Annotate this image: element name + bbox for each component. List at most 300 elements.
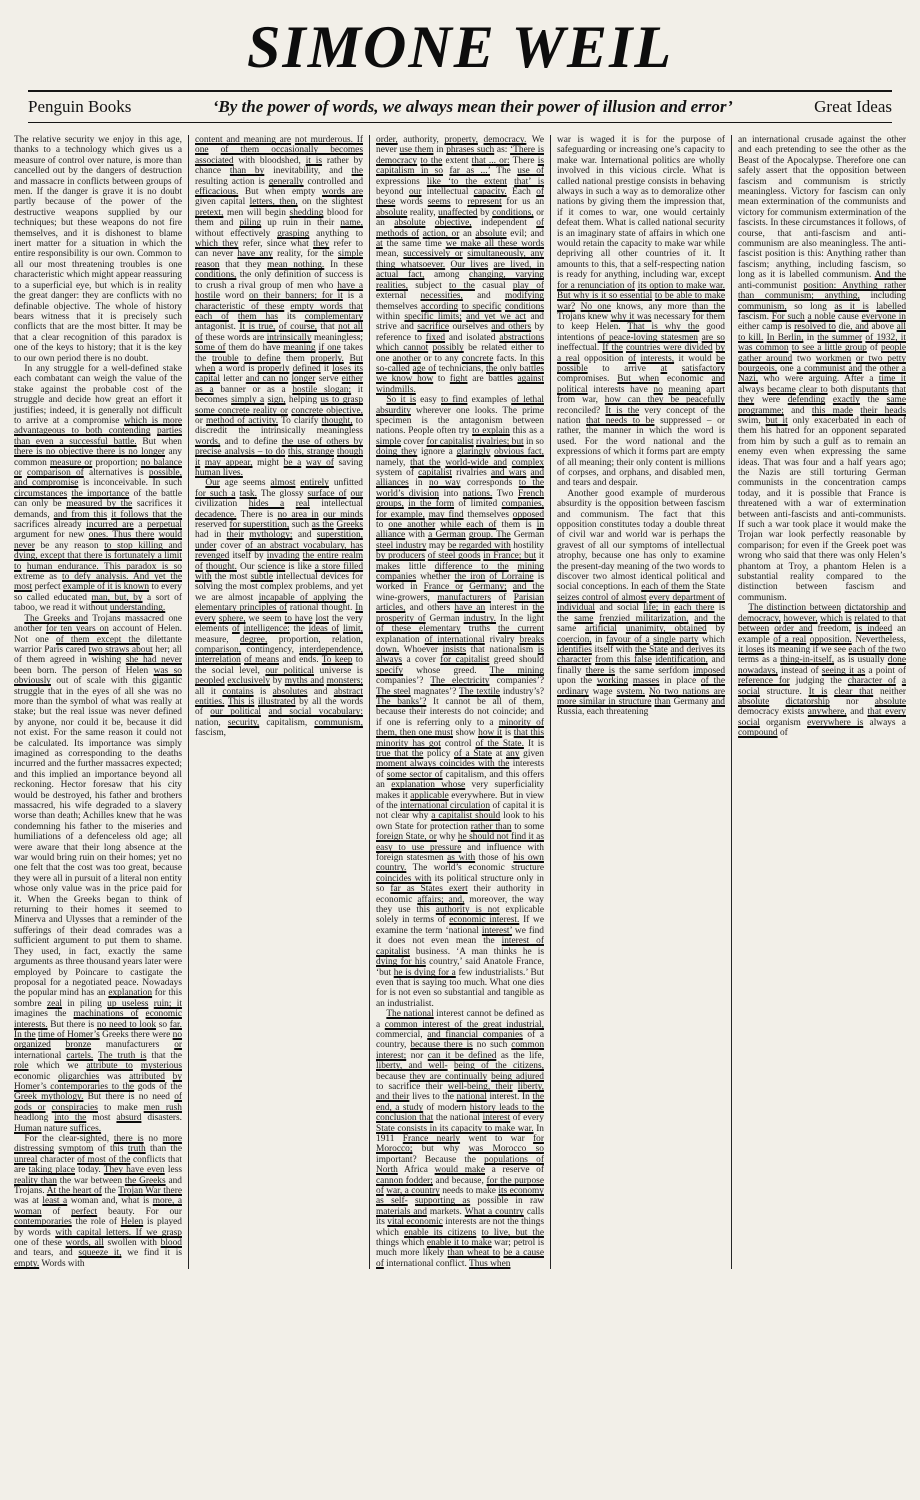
underlined-phrase: In Berlin, bbox=[766, 332, 804, 343]
underlined-phrase: against windmills. bbox=[376, 374, 544, 395]
underlined-phrase: myths and bbox=[284, 676, 324, 687]
underlined-phrase: life; in bbox=[643, 603, 670, 614]
underlined-phrase: name, bbox=[340, 218, 363, 229]
underlined-phrase: concrete bbox=[461, 353, 494, 364]
underlined-phrase: Greeks bbox=[336, 520, 364, 531]
underlined-phrase: seeing it as bbox=[821, 665, 866, 676]
underlined-phrase: enable it to make bbox=[426, 1238, 492, 1249]
underlined-phrase: It is true, bbox=[239, 322, 276, 333]
underlined-phrase: clear that bbox=[834, 686, 874, 697]
underlined-phrase: as with bbox=[447, 853, 476, 864]
underlined-phrase: people gather around bbox=[738, 343, 907, 364]
underlined-phrase: to the bbox=[449, 280, 475, 291]
underlined-phrase: political bbox=[557, 384, 588, 395]
underlined-phrase: doing they bbox=[376, 447, 418, 458]
underlined-phrase: dictatorship bbox=[785, 696, 830, 707]
underlined-phrase: for ten years on bbox=[45, 624, 109, 635]
underlined-phrase: our bbox=[408, 187, 422, 198]
underlined-phrase: may appear, bbox=[204, 457, 253, 468]
series-label: Great Ideas bbox=[814, 97, 892, 116]
underlined-phrase: interest’ bbox=[481, 925, 512, 936]
underlined-phrase: this, strange bbox=[288, 447, 334, 458]
underlined-phrase: more distressing bbox=[14, 1134, 183, 1155]
underlined-phrase: order, bbox=[376, 135, 398, 145]
underlined-phrase: capitalist bbox=[418, 468, 452, 478]
underlined-phrase: circumstances bbox=[14, 488, 68, 499]
underlined-phrase: and alliances bbox=[376, 468, 545, 489]
underlined-phrase: human endurance. This paradox is so bbox=[26, 561, 182, 572]
underlined-phrase: mean nothing. bbox=[267, 259, 325, 270]
underlined-phrase: real bbox=[295, 499, 310, 510]
underlined-phrase: of a real bbox=[773, 634, 807, 645]
underlined-phrase: for such a bbox=[195, 488, 236, 499]
underlined-phrase: The national bbox=[386, 1009, 434, 1020]
underlined-phrase: to specific bbox=[461, 301, 502, 312]
underlined-phrase: are so bbox=[701, 332, 725, 343]
underlined-phrase: of them occasionally becomes bbox=[220, 145, 363, 156]
underlined-phrase: of an abstract vocabulary, has bbox=[245, 540, 364, 551]
underlined-phrase: words, all bbox=[65, 1238, 104, 1249]
underlined-phrase: far as ...’ bbox=[449, 166, 490, 177]
underlined-phrase: a German bbox=[428, 530, 466, 541]
underlined-phrase: glaringly bbox=[456, 447, 491, 458]
underlined-phrase: perfect bbox=[71, 1206, 98, 1217]
page-title: SIMONE WEIL bbox=[246, 14, 674, 80]
underlined-phrase: hides a bbox=[248, 499, 285, 510]
underlined-phrase: imposed bbox=[693, 665, 726, 676]
underlined-phrase: workmen bbox=[815, 353, 852, 364]
underlined-phrase: the State bbox=[635, 644, 668, 655]
underlined-phrase: lost bbox=[315, 613, 330, 624]
underlined-phrase: everywhere is bbox=[807, 717, 864, 728]
underlined-phrase: that the bbox=[410, 457, 441, 468]
underlined-phrase: liberty, and their bbox=[376, 1081, 544, 1103]
underlined-phrase: the entire realm of bbox=[195, 551, 363, 572]
underlined-phrase: coincides with bbox=[376, 873, 432, 884]
underlined-phrase: that this minority has got bbox=[376, 728, 545, 749]
underlined-phrase: disputants bbox=[850, 384, 889, 395]
underlined-phrase: done nowadays, bbox=[738, 655, 906, 676]
underlined-phrase: example of it is known bbox=[63, 582, 150, 593]
underlined-phrase: authority is not bbox=[435, 905, 500, 916]
underlined-phrase: system. bbox=[616, 686, 645, 697]
underlined-phrase: associated bbox=[195, 155, 234, 166]
underlined-phrase: vital economic bbox=[387, 1217, 443, 1228]
underlined-phrase: working bbox=[596, 676, 629, 687]
paragraph: an international crusade against the other and each pretending to see the other as the Beast of the Apocalypse. Therefore one can safely assert that the opposition between fascism and communism is strictly meaningless. Victory for fascism can only mean extermination of the communists and victory for communism extermination of the fascists. In these circumstances it follows, of course, that anti-fascism and anti-communism are also meaningless. The anti-fascist position is this: Anything rather than fascism; anything, including fascism, so long as it is labelled communism. And the anti-communist position: Anything rather than communism; anything, including communism, so long as it is labelled fascism. For such a noble cause everyone in either camp is resolved to die, and above all to kill. In Berlin, in the summer of 1932, it was common to see a little group of people gather around two workmen or two petty bourgeois, one a communist and the other a Nazi, who were arguing. After a time it always became clear to both disputants that they were defending exactly the same programme; and this made their heads swim, but it only exacerbated in each of them his hatred for an opponent separated from him by such a gulf as to remain an enemy even when expressing the same ideas. That was four and a half years ago; the Nazis are still torturing German communists in the concentration camps today, and it is possible that France is threatened with a war of extermination between anti-fascists and anti-communists. If such a war took place it would make the Trojan war look perfectly reasonable by comparison; for even if the Greek poet was wrong who said that there was only Helen’s phantom at Troy, a phantom Helen is a substantial reality compared to the distinction between fascism and communism. bbox=[738, 135, 907, 603]
underlined-phrase: And the bbox=[874, 270, 906, 281]
underlined-phrase: we make all these words bbox=[445, 239, 544, 250]
paragraph: Another good example of murderous absurdity is the opposition between fascism and communism. The fact that this opposition constitutes today a double threat of civil war and world war is perhaps the gravest of all our symptoms of intellectual atrophy, because one has only to examine the present-day meaning of the two words to discover two almost identical political and social conceptions. In each of them the State seizes control of almost every department of individual and social life; in each there is the same frenzied militarization, and the same artificial unanimity, obtained by coercion, in favour of a single party which identifies itself with the State and derives its character from this false identification, and finally there is the same serfdom imposed upon the working masses in place of the ordinary wage system. No two nations are more similar in structure than Germany and Russia, each threatening bbox=[557, 488, 726, 718]
underlined-phrase: play of bbox=[512, 280, 545, 291]
underlined-phrase: men rush bbox=[143, 1102, 182, 1113]
underlined-phrase: security, bbox=[227, 717, 260, 728]
underlined-phrase: and bbox=[711, 374, 725, 385]
underlined-phrase: this made bbox=[811, 405, 853, 416]
underlined-phrase: suffices. bbox=[69, 1123, 102, 1134]
underlined-phrase: national bbox=[456, 1092, 487, 1103]
underlined-phrase: from this false bbox=[595, 655, 652, 666]
underlined-phrase: simultaneously, any thing whatsoever. bbox=[376, 249, 544, 270]
underlined-phrase: invading bbox=[266, 551, 300, 562]
underlined-phrase: on their banners; for it bbox=[248, 291, 343, 302]
underlined-phrase: while each of bbox=[440, 520, 497, 531]
underlined-phrase: age of bbox=[412, 363, 437, 374]
underlined-phrase: action, or bbox=[422, 228, 460, 239]
underlined-phrase: of a State bbox=[454, 748, 492, 759]
masthead bbox=[0, 0, 920, 90]
underlined-phrase: possible, and compromise bbox=[14, 468, 182, 489]
underlined-phrase: conspiracies bbox=[51, 1102, 98, 1113]
underlined-phrase: But when bbox=[195, 353, 363, 374]
underlined-phrase: interest bbox=[482, 1113, 511, 1124]
underlined-phrase: there is bbox=[585, 665, 615, 676]
underlined-phrase: empty words that each of bbox=[195, 301, 363, 322]
underlined-phrase: opposition. bbox=[809, 634, 852, 645]
underlined-phrase: masses bbox=[632, 676, 660, 687]
underlined-phrase: favour of a bbox=[606, 634, 650, 645]
underlined-phrase: resolved to bbox=[794, 322, 836, 333]
underlined-phrase: conditions, bbox=[492, 207, 534, 218]
underlined-phrase: The steel bbox=[376, 686, 411, 697]
underlined-phrase: time of Homer’s bbox=[37, 1029, 100, 1040]
underlined-phrase: there is bbox=[113, 1134, 144, 1144]
underlined-phrase: more similar in structure bbox=[557, 696, 652, 707]
paragraph: The Greeks and Trojans massacred one another for ten years on account of Helen. Not one of them except the dilettante warrior Paris cared two straws about her; all of them agreed in wishing she had never been born. The person of Helen was so obviously out of scale with this gigantic struggle that in the eyes of all she was no more than the symbol of what was really at stake; but the real issue was never defined by anyone, nor could it be, because it did not exist. For the same reason it could not be calculated. Its importance was simply imagined as corresponding to the deaths incurred and the further massacres expected; and this implied an importance beyond all reckoning. Hector foresaw that his city would be destroyed, his father and brothers massacred, his wife degraded to a slavery worse than death; Achilles knew that he was condemning his father to the miseries and humiliations of a defenceless old age; all were aware that their long absence at the war would bring ruin on their homes; yet no one felt that the cost was too great, because they were all in pursuit of a literal non entity whose only value was in the price paid for it. When the Greeks began to think of returning to their homes it seemed to Minerva and Ulysses that a reminder of the sufferings of their dead comrades was a sufficient argument to put them to shame. They used, in fact, exactly the same arguments as three thousand years later were employed by Poincare to castigate the proposal for a negotiated peace. Nowadays the popular mind has an explanation for this sombre zeal in piling up useless ruin; it imagines the machinations of economic interests. But there is no need to look so far. In the time of Homer’s Greeks there were no organized bronze manufacturers or international cartels. The truth is that the role which we attribute to mysterious economic oligarchies was attributed by Homer’s contemporaries to the gods of the Greek mythology. But there is no need of gods or conspiracies to make men rush headlong into the most absurd disasters. Human nature suffices. bbox=[14, 613, 183, 1134]
underlined-phrase: she had never bbox=[125, 655, 182, 666]
underlined-phrase: how it bbox=[478, 728, 503, 739]
underlined-phrase: capacity. bbox=[473, 187, 507, 198]
underlined-phrase: science bbox=[257, 561, 286, 572]
underlined-phrase: this so-called bbox=[376, 353, 544, 374]
underlined-phrase: enable its citizens bbox=[404, 1227, 477, 1238]
underlined-phrase: its option to make war. bbox=[637, 280, 726, 291]
underlined-phrase: efficacious. bbox=[195, 187, 239, 198]
underlined-phrase: of most of the bbox=[77, 1154, 131, 1165]
underlined-phrase: hostile slogan; bbox=[292, 384, 352, 395]
underlined-phrase: phrases such bbox=[446, 145, 495, 156]
underlined-phrase: ideas of bbox=[308, 624, 340, 635]
underlined-phrase: no way bbox=[429, 478, 461, 489]
underlined-phrase: to the bbox=[420, 155, 443, 166]
underlined-phrase: have a hostile bbox=[195, 280, 363, 302]
underlined-phrase: ordinary bbox=[557, 686, 589, 697]
underlined-phrase: machinations of bbox=[73, 1009, 139, 1020]
underlined-phrase: But why is it so essential bbox=[557, 291, 653, 302]
underlined-phrase: like ‘to the extent bbox=[426, 176, 508, 187]
underlined-phrase: be regarded with bbox=[447, 540, 511, 551]
underlined-phrase: to define bbox=[244, 353, 281, 364]
underlined-phrase: thought, bbox=[321, 415, 353, 426]
underlined-phrase: France or bbox=[423, 582, 464, 593]
underlined-phrase: degree, bbox=[239, 634, 268, 645]
underlined-phrase: Greek mythology. bbox=[14, 1092, 84, 1103]
underlined-phrase: everyone in bbox=[861, 311, 906, 322]
paragraph: The relative security we enjoy in this age, thanks to a technology which gives us a measure of control over nature, is more than cancelled out by the dangers of destruction and massacre in conflicts between groups of men. If the danger is grave it is no doubt partly because of the power of the destructive weapons supplied by our techniques; but these weapons do not fire themselves, and it is dishonest to blame inert matter for a situation in which the entire responsibility is our own. Common to all our most threatening troubles is one characteristic which might appear reassuring to a superficial eye, but which is in reality the great danger: they are conflicts with no definable objective. The whole of history bears witness that it is precisely such conflicts that are the most bitter. It may be that a clear recognition of this paradox is one of the keys to history; that it is the key to our own period there is no doubt. bbox=[14, 135, 182, 364]
underlined-phrase: every department of individual bbox=[557, 592, 725, 614]
underlined-phrase: anywhere, bbox=[807, 707, 847, 718]
paragraph: content and meaning are not murderous. If one of them occasionally becomes associated with bloodshed, it is rather by chance than by inevitability, and the resulting action is generally controlled and efficacious. But when empty words are given capital letters, then, on the slightest pretext, men will begin shedding blood for them and piling up ruin in their name, without effectively grasping anything to which they refer, since what they refer to can never have any reality, for the simple reason that they mean nothing. In these conditions, the only definition of success is to crush a rival group of men who have a hostile word on their banners; for it is a characteristic of these empty words that each of them has its complementary antagonist. It is true, of course, that not all of these words are intrinsically meaningless; some of them do have meaning if one takes the trouble to define them properly. But when a word is properly defined it loses its capital letter and can no longer serve either as a banner or as a hostile slogan; it becomes simply a sign, helping us to grasp some concrete reality or concrete objective, or method of activity. To clarify thought, to discredit the intrinsically meaningless words, and to define the use of others by precise analysis – to do this, strange though it may appear, might be a way of saving human lives. bbox=[195, 135, 364, 478]
underlined-phrase: zeal bbox=[46, 998, 63, 1009]
underlined-phrase: of Lorraine bbox=[489, 572, 534, 583]
subheader bbox=[28, 92, 892, 122]
underlined-phrase: of 1932, it was common bbox=[738, 332, 907, 354]
underlined-phrase: history leads to the bbox=[469, 1102, 544, 1113]
underlined-phrase: why it was bbox=[610, 311, 652, 322]
underlined-phrase: But when bbox=[617, 374, 660, 385]
underlined-phrase: ruin; it bbox=[153, 998, 183, 1009]
underlined-phrase: interests, bbox=[640, 353, 675, 364]
underlined-phrase: oligarchies bbox=[58, 1071, 100, 1082]
underlined-phrase: to defy analysis. And yet the most bbox=[14, 572, 183, 593]
underlined-phrase: some sector of bbox=[386, 769, 443, 780]
underlined-phrase: subtle bbox=[250, 572, 274, 583]
underlined-phrase: of course, bbox=[278, 322, 318, 333]
underlined-phrase: he should not find it as easy to use pressure bbox=[376, 832, 544, 853]
underlined-phrase: not murderous. If one bbox=[195, 135, 363, 156]
underlined-phrase: of lethal absurdity bbox=[376, 395, 544, 416]
underlined-phrase: taking place bbox=[28, 1165, 76, 1176]
underlined-phrase: are lived, in actual fact, bbox=[376, 259, 545, 281]
underlined-phrase: properly bbox=[257, 363, 290, 374]
underlined-phrase: unanimity, obtained bbox=[625, 624, 707, 635]
underlined-phrase: the use of others by bbox=[281, 436, 363, 447]
paragraph: The distinction between dictatorship and democracy, however, which is related to that between order and freedom, is indeed an example of a real opposition. Nevertheless, it loses its meaning if we see each of the two terms as a thing-in-itself, as is usually done nowadays, instead of seeing it as a point of reference for judging the character of a social structure. It is clear that neither absolute dictatorship nor absolute democracy exists anywhere, and that every social organism everywhere is always a compound of bbox=[738, 603, 907, 739]
underlined-phrase: though it bbox=[195, 447, 364, 468]
underlined-phrase: as it is bbox=[834, 301, 869, 312]
underlined-phrase: role bbox=[14, 1061, 29, 1072]
underlined-phrase: intelligence: bbox=[243, 624, 290, 635]
underlined-phrase: complex bbox=[511, 457, 545, 468]
underlined-phrase: specify bbox=[376, 665, 404, 676]
underlined-phrase: far. In the bbox=[14, 1019, 182, 1040]
underlined-phrase: It is bbox=[808, 686, 828, 697]
underlined-phrase: communism, bbox=[738, 301, 787, 312]
underlined-phrase: character of bbox=[847, 676, 896, 687]
underlined-phrase: necessities, bbox=[420, 291, 463, 302]
underlined-phrase: for Morocco; bbox=[376, 1134, 544, 1155]
underlined-phrase: Helen bbox=[120, 1217, 144, 1228]
underlined-phrase: simple bbox=[376, 436, 401, 447]
underlined-phrase: comparison, bbox=[195, 644, 242, 655]
underlined-phrase: possible bbox=[557, 363, 588, 374]
underlined-phrase: us to grasp bbox=[320, 395, 364, 406]
underlined-phrase: meaning bbox=[668, 384, 701, 395]
underlined-phrase: sacrifice bbox=[417, 322, 449, 333]
underlined-phrase: some concrete reality or bbox=[195, 405, 289, 416]
underlined-phrase: makes bbox=[376, 561, 400, 572]
underlined-phrase: The textile bbox=[459, 686, 500, 697]
underlined-phrase: each of them bbox=[641, 582, 690, 593]
underlined-phrase: State consists in its capacity to make war. bbox=[376, 1123, 534, 1134]
underlined-phrase: reality than bbox=[14, 1175, 57, 1186]
underlined-phrase: that needs to be bbox=[586, 415, 655, 426]
underlined-phrase: in the form bbox=[408, 499, 455, 510]
underlined-phrase: than bbox=[654, 696, 671, 707]
underlined-phrase: world-wide and bbox=[445, 457, 507, 468]
underlined-phrase: task. bbox=[239, 488, 257, 499]
underlined-phrase: at bbox=[376, 239, 383, 250]
underlined-phrase: than by bbox=[229, 166, 265, 177]
underlined-phrase: cartels. bbox=[66, 1050, 94, 1061]
underlined-phrase: either as a bbox=[195, 374, 364, 395]
underlined-phrase: other a Nazi, bbox=[738, 363, 906, 385]
underlined-phrase: each of the two bbox=[848, 644, 906, 655]
underlined-phrase: and social vocabulary: bbox=[268, 707, 364, 718]
underlined-phrase: contains bbox=[222, 686, 254, 697]
underlined-phrase: minority of them, then one must bbox=[376, 717, 544, 739]
underlined-phrase: the prosperity of bbox=[376, 603, 545, 624]
underlined-phrase: simple reason bbox=[195, 249, 363, 270]
underlined-phrase: moment always coincides with the bbox=[376, 759, 510, 770]
underlined-phrase: is always bbox=[376, 644, 545, 666]
underlined-phrase: manufacturers bbox=[437, 592, 491, 603]
underlined-phrase: not all of bbox=[195, 322, 364, 343]
paragraph: For the clear-sighted, there is no more distressing symptom of this truth than the unreal character of most of the conflicts that are taking place today. They have even less reality than the war between the Greeks and Trojans. At the heart of the Trojan War there was at least a woman and, what is more, a woman of perfect beauty. For our contemporaries the role of Helen is played by words with capital letters. If we grasp one of these words, all swollen with blood and tears, and squeeze it, we find it is empty. Words with bbox=[14, 1134, 183, 1269]
underlined-phrase: the end, a study bbox=[376, 1092, 545, 1113]
underlined-phrase: no area in bbox=[277, 509, 319, 520]
underlined-phrase: fixed bbox=[425, 332, 446, 343]
underlined-phrase: measured by the bbox=[66, 499, 133, 510]
underlined-phrase: if one bbox=[318, 343, 341, 354]
underlined-phrase: our bbox=[350, 488, 364, 499]
underlined-phrase: specific limits; bbox=[404, 311, 462, 322]
underlined-phrase: interdependence, bbox=[299, 644, 363, 655]
underlined-phrase: abstract entities. bbox=[195, 686, 363, 707]
underlined-phrase: capital bbox=[195, 374, 220, 385]
underlined-phrase: labelled bbox=[876, 301, 907, 312]
underlined-phrase: symptom bbox=[58, 1144, 94, 1155]
underlined-phrase: insists bbox=[442, 644, 467, 655]
underlined-phrase: The electricity bbox=[430, 676, 490, 687]
underlined-phrase: by a real bbox=[557, 343, 726, 364]
underlined-phrase: Trojan War there bbox=[118, 1186, 182, 1197]
underlined-phrase: which is more advantageous to both contending bbox=[14, 415, 182, 437]
underlined-phrase: man, but, by bbox=[91, 592, 143, 603]
underlined-phrase: attribute to bbox=[86, 1061, 133, 1072]
underlined-phrase: and can no bbox=[245, 374, 289, 385]
underlined-phrase: materials and bbox=[376, 1206, 427, 1217]
underlined-phrase: explanation bbox=[108, 988, 153, 999]
underlined-phrase: economic bbox=[145, 1009, 182, 1020]
text-column-1 bbox=[8, 135, 188, 1269]
underlined-phrase: loses its bbox=[332, 363, 364, 374]
underlined-phrase: Parisian articles, bbox=[376, 592, 544, 614]
underlined-phrase: So it is bbox=[386, 395, 416, 406]
underlined-phrase: simply a bbox=[231, 395, 265, 406]
underlined-phrase: well-being, their bbox=[447, 1081, 513, 1092]
underlined-phrase: was so obviously bbox=[14, 665, 182, 687]
underlined-phrase: Thus when bbox=[469, 1258, 511, 1269]
underlined-phrase: same programme; bbox=[738, 395, 906, 416]
underlined-phrase: dictatorship and democracy, bbox=[738, 603, 906, 624]
underlined-phrase: measure or bbox=[50, 457, 93, 468]
underlined-phrase: of peace-loving statesmen bbox=[597, 332, 698, 343]
underlined-phrase: conditions, bbox=[195, 270, 237, 281]
underlined-phrase: shedding bbox=[289, 207, 324, 218]
underlined-phrase: than the bbox=[692, 301, 726, 312]
underlined-phrase: one another bbox=[388, 520, 436, 531]
underlined-phrase: common interest of the great industrial, bbox=[384, 1019, 544, 1030]
underlined-phrase: position: Anything rather bbox=[803, 280, 906, 291]
underlined-phrase: incapable of applying bbox=[258, 592, 347, 603]
underlined-phrase: any bbox=[506, 748, 520, 759]
underlined-phrase: artificial bbox=[585, 624, 617, 635]
underlined-phrase: What a country bbox=[464, 1206, 524, 1217]
underlined-phrase: incurred are bbox=[86, 520, 134, 531]
underlined-phrase: absolute bbox=[738, 696, 770, 707]
underlined-phrase: they bbox=[313, 239, 330, 250]
underlined-phrase: explanation whose bbox=[391, 780, 466, 791]
underlined-phrase: some of bbox=[195, 343, 226, 354]
underlined-phrase: all to kill. bbox=[738, 322, 906, 343]
underlined-phrase: entirely bbox=[300, 478, 329, 489]
underlined-phrase: and wars bbox=[490, 468, 527, 478]
underlined-phrase: of these elementary bbox=[376, 624, 461, 635]
underlined-phrase: seems bbox=[427, 197, 451, 208]
underlined-phrase: abstractions bbox=[499, 332, 544, 343]
underlined-phrase: identification, bbox=[655, 655, 708, 666]
underlined-phrase: thought. bbox=[205, 561, 237, 572]
underlined-phrase: difference to the bbox=[434, 561, 509, 572]
underlined-phrase: pretext, bbox=[195, 207, 224, 218]
underlined-phrase: precise analysis – to do bbox=[195, 447, 286, 458]
underlined-phrase: with capital letters. If we grasp bbox=[55, 1227, 182, 1238]
underlined-phrase: method of activity. bbox=[205, 415, 279, 426]
underlined-phrase: was Morocco so bbox=[468, 1144, 544, 1155]
underlined-phrase: to stop killing and bbox=[104, 540, 182, 551]
underlined-phrase: elementary principles of bbox=[195, 603, 288, 614]
underlined-phrase: The truth is bbox=[98, 1050, 147, 1061]
underlined-phrase: no balance or bbox=[14, 457, 183, 478]
underlined-phrase: objective, bbox=[434, 218, 472, 229]
underlined-phrase: That is why the bbox=[627, 322, 700, 333]
underlined-phrase: trouble bbox=[212, 353, 239, 364]
underlined-phrase: longer bbox=[291, 374, 316, 385]
underlined-phrase: our political bbox=[210, 707, 261, 718]
underlined-phrase: absurd bbox=[116, 1113, 142, 1124]
underlined-phrase: of bbox=[231, 624, 240, 635]
underlined-phrase: intrinsically bbox=[266, 332, 312, 343]
underlined-phrase: between bbox=[738, 624, 770, 635]
underlined-phrase: war, a country bbox=[386, 1186, 440, 1197]
underlined-phrase: the only battles bbox=[486, 363, 544, 374]
underlined-phrase: more, a woman bbox=[14, 1196, 182, 1217]
underlined-phrase: absolute bbox=[394, 218, 426, 229]
underlined-phrase: because there is bbox=[410, 1040, 473, 1051]
underlined-phrase: and from this bbox=[53, 509, 108, 520]
underlined-phrase: it is bbox=[305, 155, 323, 166]
underlined-phrase: the importance bbox=[71, 488, 130, 499]
underlined-phrase: represent bbox=[467, 197, 502, 208]
underlined-phrase: he is dying for a bbox=[393, 967, 456, 978]
underlined-phrase: that they bbox=[738, 384, 907, 406]
underlined-phrase: common interest; bbox=[376, 1040, 545, 1061]
underlined-phrase: be a bbox=[283, 457, 302, 468]
underlined-phrase: for a renunciation of bbox=[557, 280, 635, 291]
subheader-rule bbox=[28, 122, 892, 123]
underlined-phrase: peopled bbox=[195, 676, 225, 687]
underlined-phrase: At the heart of bbox=[46, 1186, 102, 1197]
underlined-phrase: properly. bbox=[310, 353, 344, 364]
underlined-phrase: mining companies bbox=[376, 561, 544, 583]
underlined-phrase: limit, bbox=[342, 624, 364, 635]
underlined-phrase: interests. bbox=[14, 1019, 48, 1030]
underlined-phrase: empty. bbox=[14, 1258, 40, 1269]
underlined-phrase: For such bbox=[771, 311, 805, 322]
underlined-phrase: interest of capitalist bbox=[376, 936, 544, 957]
underlined-phrase: economic interest. bbox=[449, 915, 520, 926]
